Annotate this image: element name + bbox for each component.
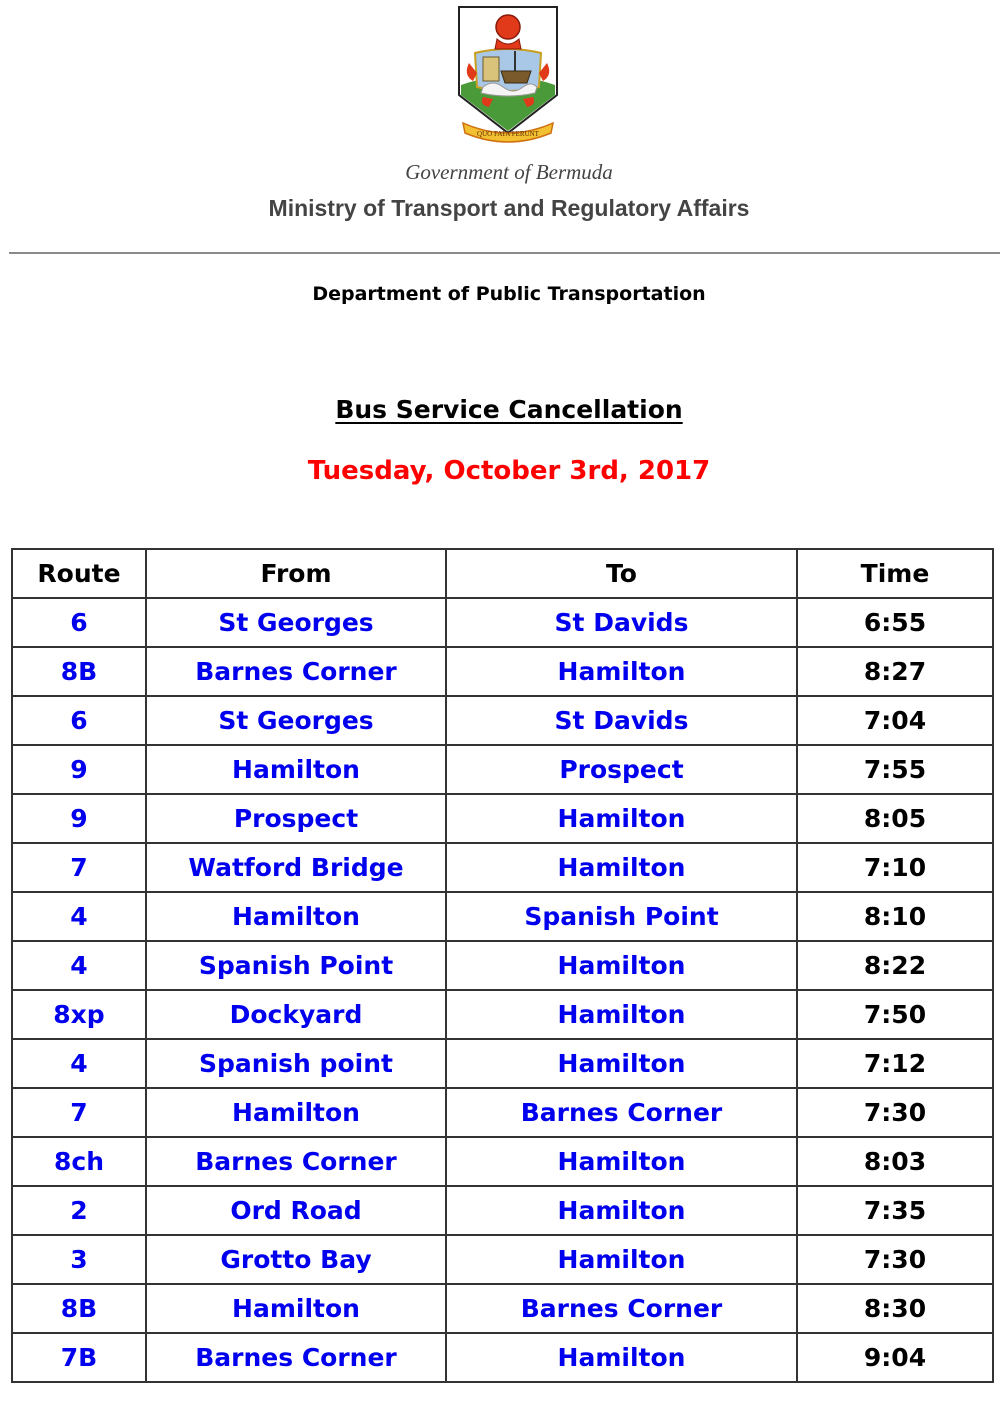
column-header-to: To — [446, 549, 797, 598]
time-cell: 7:30 — [797, 1088, 993, 1137]
table-row — [12, 1333, 993, 1382]
to-cell: Hamilton — [446, 794, 797, 843]
route-cell: 8xp — [12, 990, 146, 1039]
route-cell: 4 — [12, 941, 146, 990]
from-cell: Hamilton — [146, 892, 446, 941]
government-name: Government of Bermuda — [405, 160, 613, 184]
from-cell: Hamilton — [146, 1088, 446, 1137]
from-cell: Hamilton — [146, 745, 446, 794]
from-cell: Dockyard — [146, 990, 446, 1039]
to-cell: Hamilton — [446, 1039, 797, 1088]
route-cell: 9 — [12, 745, 146, 794]
route-cell: 4 — [12, 892, 146, 941]
time-cell: 8:30 — [797, 1284, 993, 1333]
notice-title-text: Bus Service Cancellation — [335, 395, 683, 424]
time-cell: 7:04 — [797, 696, 993, 745]
time-cell: 8:03 — [797, 1137, 993, 1186]
to-cell: St Davids — [446, 598, 797, 647]
from-cell: Grotto Bay — [146, 1235, 446, 1284]
route-cell: 4 — [12, 1039, 146, 1088]
time-cell: 7:35 — [797, 1186, 993, 1235]
route-cell: 6 — [12, 696, 146, 745]
route-cell: 8B — [12, 1284, 146, 1333]
table-row — [12, 647, 993, 696]
from-cell: Spanish Point — [146, 941, 446, 990]
from-cell: St Georges — [146, 696, 446, 745]
table-row — [12, 1284, 993, 1333]
department-name: Department of Public Transportation — [312, 283, 706, 305]
route-cell: 9 — [12, 794, 146, 843]
time-cell: 7:30 — [797, 1235, 993, 1284]
header-divider — [9, 252, 1000, 254]
time-cell: 8:27 — [797, 647, 993, 696]
from-cell: Barnes Corner — [146, 1333, 446, 1382]
route-cell: 7B — [12, 1333, 146, 1382]
crest-motto: QUO FATA FERUNT — [477, 130, 539, 138]
column-header-time: Time — [797, 549, 993, 598]
column-header-from: From — [146, 549, 446, 598]
route-cell: 6 — [12, 598, 146, 647]
table-row — [12, 1039, 993, 1088]
table-row — [12, 941, 993, 990]
from-cell: Hamilton — [146, 1284, 446, 1333]
table-row — [12, 843, 993, 892]
route-cell: 3 — [12, 1235, 146, 1284]
table-row — [12, 696, 993, 745]
time-cell: 8:22 — [797, 941, 993, 990]
route-cell: 7 — [12, 1088, 146, 1137]
to-cell: Hamilton — [446, 843, 797, 892]
to-cell: Hamilton — [446, 941, 797, 990]
time-cell: 8:10 — [797, 892, 993, 941]
ministry-name: Ministry of Transport and Regulatory Affairs — [268, 195, 750, 221]
to-cell: Spanish Point — [446, 892, 797, 941]
table-header-row — [12, 549, 993, 598]
time-cell: 7:55 — [797, 745, 993, 794]
from-cell: Prospect — [146, 794, 446, 843]
notice-title — [0, 395, 1000, 424]
from-cell: Barnes Corner — [146, 647, 446, 696]
cancellation-table — [11, 548, 994, 1383]
route-cell: 8ch — [12, 1137, 146, 1186]
to-cell: Hamilton — [446, 647, 797, 696]
route-cell: 7 — [12, 843, 146, 892]
bermuda-coat-of-arms-icon — [457, 5, 559, 145]
table-row — [12, 892, 993, 941]
to-cell: Barnes Corner — [446, 1088, 797, 1137]
table-row — [12, 1137, 993, 1186]
to-cell: Hamilton — [446, 1333, 797, 1382]
to-cell: Hamilton — [446, 1235, 797, 1284]
to-cell: Barnes Corner — [446, 1284, 797, 1333]
time-cell: 7:10 — [797, 843, 993, 892]
time-cell: 8:05 — [797, 794, 993, 843]
notice-date: Tuesday, October 3rd, 2017 — [307, 456, 711, 486]
to-cell: Hamilton — [446, 990, 797, 1039]
table-row — [12, 1186, 993, 1235]
from-cell: Barnes Corner — [146, 1137, 446, 1186]
table-row — [12, 745, 993, 794]
time-cell: 7:12 — [797, 1039, 993, 1088]
column-header-route: Route — [12, 549, 146, 598]
table-row — [12, 598, 993, 647]
time-cell: 6:55 — [797, 598, 993, 647]
to-cell: Hamilton — [446, 1137, 797, 1186]
from-cell: Ord Road — [146, 1186, 446, 1235]
to-cell: Hamilton — [446, 1186, 797, 1235]
from-cell: Watford Bridge — [146, 843, 446, 892]
table-row — [12, 1235, 993, 1284]
table-row — [12, 794, 993, 843]
route-cell: 8B — [12, 647, 146, 696]
time-cell: 7:50 — [797, 990, 993, 1039]
to-cell: Prospect — [446, 745, 797, 794]
to-cell: St Davids — [446, 696, 797, 745]
route-cell: 2 — [12, 1186, 146, 1235]
from-cell: St Georges — [146, 598, 446, 647]
time-cell: 9:04 — [797, 1333, 993, 1382]
table-row — [12, 1088, 993, 1137]
table-row — [12, 990, 993, 1039]
from-cell: Spanish point — [146, 1039, 446, 1088]
